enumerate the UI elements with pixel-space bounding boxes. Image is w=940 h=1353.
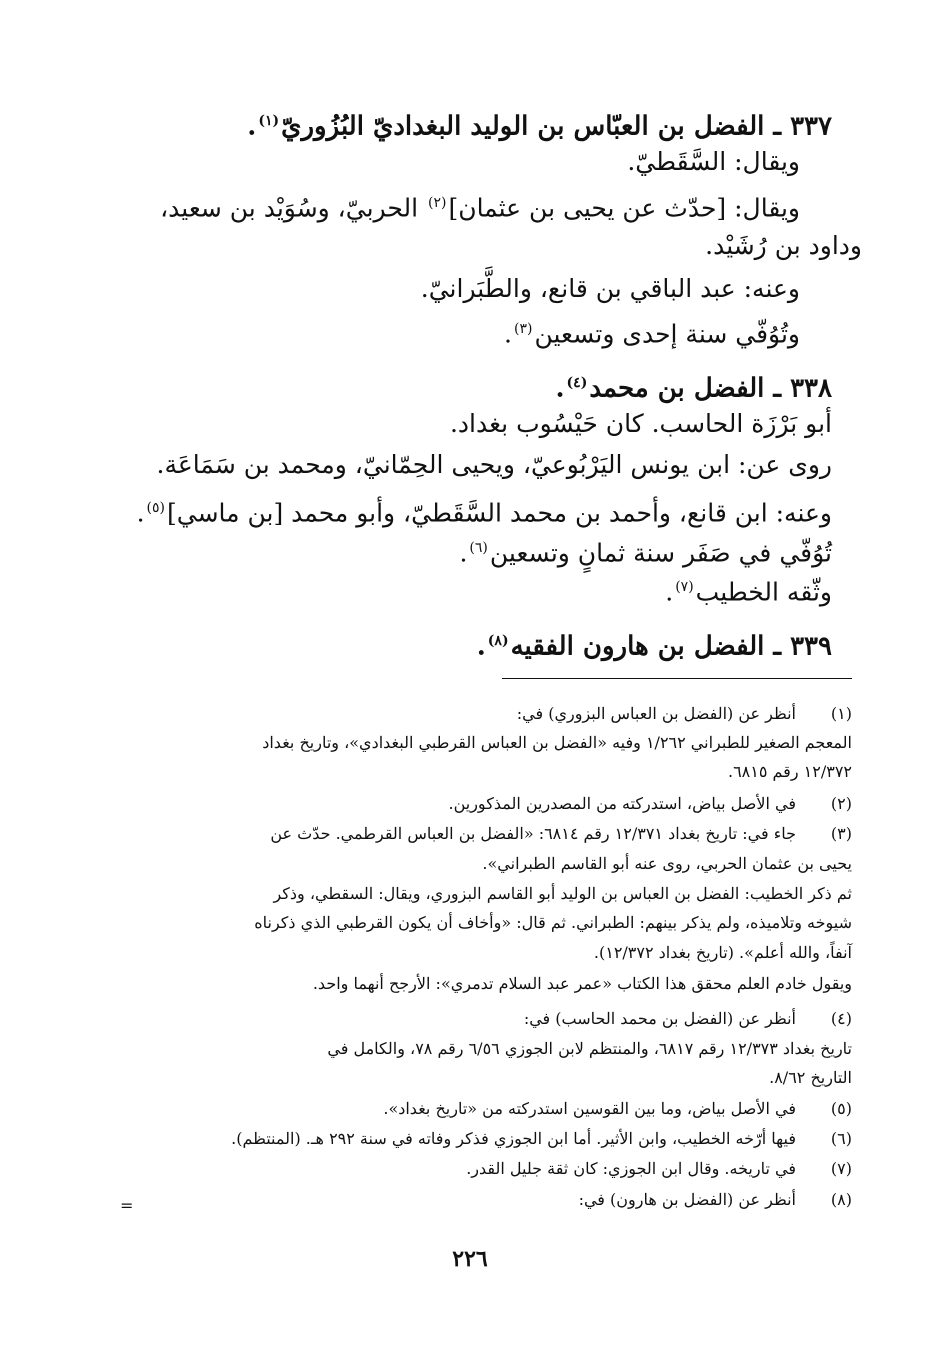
punct: . xyxy=(247,111,257,142)
footnote-text: التاريخ ٨/٦٢. xyxy=(769,1068,852,1087)
line-text: ويقال: [حدّث عن يحيى بن عثمان] xyxy=(448,193,800,223)
footnote-text: ١٢/٣٧٢ رقم ٦٨١٥. xyxy=(727,762,852,781)
footnote-2 xyxy=(140,790,852,818)
line-text: الحربيّ، وسُوَيْد بن سعيد، xyxy=(160,193,426,223)
heading-text: ٣٣٧ ـ الفضل بن العبّاس بن الوليد البغداديّ البُزُوريّ xyxy=(281,111,832,142)
footnote-text: شيوخه وتلاميذه، ولم يذكر بينهم: الطبراني. ثم قال: «وأخاف أن يكون القرطبي الذي ذكرناه xyxy=(254,913,852,932)
footnote-ref: (٤) xyxy=(566,375,588,391)
text-line xyxy=(100,227,862,265)
footnote-text: المعجم الصغير للطبراني ١/٢٦٢ وفيه «الفضل بن العباس القرطبي البغدادي»، وتاريخ بغداد xyxy=(262,733,852,752)
footnote-8 xyxy=(140,1186,852,1214)
punct: . xyxy=(555,373,565,404)
footnote-text: أنظر عن (الفضل بن محمد الحاسب) في: xyxy=(523,1009,796,1028)
footnote-ref: (٢) xyxy=(427,195,447,211)
punct: . xyxy=(665,577,674,607)
footnote-text: في الأصل بياض، وما بين القوسين استدركته من «تاريخ بغداد». xyxy=(383,1099,796,1118)
page-number: ٢٢٦ xyxy=(452,1246,488,1272)
punct: . xyxy=(459,538,468,568)
line-text: أبو بَرْزَة الحاسب. كان حَيْسُوب بغداد. xyxy=(449,409,832,438)
footnote-text: في الأصل بياض، استدركته من المصدرين المذكورين. xyxy=(448,794,796,813)
footnote-3 xyxy=(140,820,852,848)
footnote-text: يحيى بن عثمان الحربي، روى عنه أبو القاسم الطبراني». xyxy=(482,854,852,873)
text-line xyxy=(100,446,832,484)
footnote-ref: (١) xyxy=(258,113,280,129)
line-text: وعنه: ابن قانع، وأحمد بن محمد السَّقَطيّ، وأبو محمد [بن ماسي] xyxy=(166,498,832,528)
footnote-ref: (٣) xyxy=(514,321,533,337)
line-text: تُوُفّي في صَفَر سنة ثمانٍ وتسعين xyxy=(489,538,832,568)
footnote-ref: (٧) xyxy=(675,579,694,595)
footnote-7 xyxy=(140,1155,852,1183)
footnote-4 xyxy=(140,1005,852,1033)
footnote-5 xyxy=(140,1095,852,1123)
text-line xyxy=(100,489,832,532)
line-text: روى عن: ابن يونس اليَرْبُوعيّ، ويحيى الحِمّانيّ، ومحمد بن سَمَاعَة. xyxy=(156,450,832,479)
footnote-number: (٤) xyxy=(830,1009,852,1028)
footnote-ref: (٥) xyxy=(146,500,165,516)
heading-text: ٣٣٨ ـ الفضل بن محمد xyxy=(589,373,832,404)
text-line xyxy=(100,568,832,611)
footnote-divider xyxy=(502,678,852,679)
line-text: وتُوُفّي سنة إحدى وتسعين xyxy=(534,319,800,349)
footnote-number: (١) xyxy=(830,704,852,723)
line-text: وثّقه الخطيب xyxy=(695,577,832,607)
footnote-number: (٨) xyxy=(830,1190,852,1209)
footnote-number: (٥) xyxy=(830,1099,852,1118)
footnote-6 xyxy=(140,1125,852,1153)
continuation-mark: = xyxy=(120,1196,134,1215)
entry-heading-339 xyxy=(100,622,832,666)
footnote-ref: (٨) xyxy=(487,633,509,649)
text-line xyxy=(100,529,832,572)
text-line xyxy=(100,310,800,353)
footnote-text: آنفاً، والله أعلم». (تاريخ بغداد ١٢/٣٧٢). xyxy=(593,943,852,962)
footnote-number: (٣) xyxy=(830,824,852,843)
text-line xyxy=(100,405,832,443)
line-text: وداود بن رُشَيْد. xyxy=(705,231,862,260)
footnote-text: تاريخ بغداد ١٢/٣٧٣ رقم ٦٨١٧، والمنتظم لابن الجوزي ٦/٥٦ رقم ٧٨، والكامل في xyxy=(327,1039,852,1058)
footnote-ref: (٦) xyxy=(469,540,488,556)
entry-heading-337 xyxy=(100,102,832,146)
footnote-text: جاء في: تاريخ بغداد ١٢/٣٧١ رقم ٦٨١٤: «الفضل بن العباس القرطمي. حدّث عن xyxy=(270,824,796,843)
line-text: وعنه: عبد الباقي بن قانع، والطَّبَرانيّ. xyxy=(420,274,800,303)
heading-text: ٣٣٩ ـ الفضل بن هارون الفقيه xyxy=(510,631,832,662)
footnote-text: ثم ذكر الخطيب: الفضل بن العباس بن الوليد أبو القاسم البزوري، ويقال: السقطي، وذكر xyxy=(273,884,852,903)
punct: . xyxy=(504,319,512,349)
footnote-text: أنظر عن (الفضل بن هارون) في: xyxy=(578,1190,796,1209)
text-line xyxy=(100,143,800,181)
footnote-text: فيها أرّخه الخطيب، وابن الأثير. أما ابن الجوزي فذكر وفاته في سنة ٢٩٢ هـ. (المنتظم). xyxy=(231,1129,796,1148)
entry-heading-338 xyxy=(100,364,832,408)
line-text: ويقال: السَّقَطيّ. xyxy=(627,147,800,176)
text-line xyxy=(100,184,800,227)
punct: . xyxy=(136,498,145,528)
footnote-text: ويقول خادم العلم محقق هذا الكتاب «عمر عبد السلام تدمري»: الأرجح أنهما واحد. xyxy=(312,974,852,993)
footnote-number: (٧) xyxy=(830,1159,852,1178)
footnote-number: (٢) xyxy=(830,794,852,813)
punct: . xyxy=(476,631,486,662)
text-line xyxy=(100,270,800,308)
footnote-text: أنظر عن (الفضل بن العباس البزوري) في: xyxy=(516,704,796,723)
footnote-number: (٦) xyxy=(830,1129,852,1148)
footnote-text: في تاريخه. وقال ابن الجوزي: كان ثقة جليل القدر. xyxy=(466,1159,796,1178)
footnote-1 xyxy=(140,700,852,728)
